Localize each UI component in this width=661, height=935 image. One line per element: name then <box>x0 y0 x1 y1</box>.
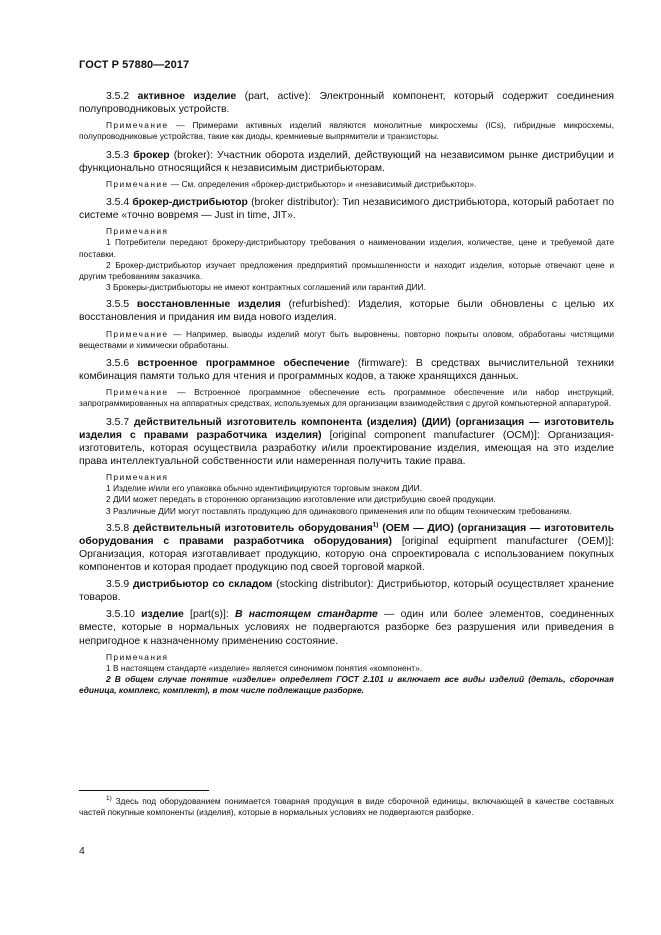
note-item: 3 Различные ДИИ могут поставлять продукцию для одинакового применения или по общим техническим требованиям. <box>106 505 572 516</box>
term-title: действительный изготовитель оборудования$^{1)}$ (ОЕМ — ДИО) (организация — изготовитель оборудования с правами разработчика оборудования) <box>79 521 614 547</box>
notes-heading-3-5-10: Примечания <box>106 651 169 662</box>
term-3-5-3: 3.5.3 брокер (broker): Участник оборота изделий, действующий на независимом рынке дистрибуции и функционально относящийся к независимым дистрибьюторам. <box>79 149 614 174</box>
notes-heading-3-5-7: Примечания <box>106 471 169 482</box>
note-item-emphasized: 2 В общем случае понятие «изделие» определяет ГОСТ 2.101 и включает все виды изделий (деталь, сборочная единица, комплекс, комплект), в том числе подлежащие разборке. <box>79 674 614 696</box>
note-3-5-5: Примечание — Например, выводы изделий могут быть выровнены, повторно покрыты оловом, обработаны чистящими веществами и химически обработаны. <box>79 328 614 350</box>
term-title: изделие <box>141 609 184 621</box>
term-3-5-7: 3.5.7 действительный изготовитель компонента (изделия) (ДИИ) (организация — изготовитель изделия с правами разработчика изделия) [original component manufacturer (OCM)]: Организация-изготовитель, которая осуществила разработку и/или проектирование изделия, имеющая на это изделие права интеллектуальной собственности или намеренная получить такие права. <box>79 416 614 467</box>
term-3-5-8: 3.5.8 действительный изготовитель оборудования$^{1)}$ (ОЕМ — ДИО) (организация — изготовитель оборудования с правами разработчика оборудования) [original equipment manufacturer (OEM)]: Организация, которая изготавливает продукцию, которую она спроектировала с использованием покупных компонентов и которая продает продукцию под своей торговой маркой. <box>79 521 614 574</box>
term-title: встроенное программное обеспечение <box>137 357 350 369</box>
term-3-5-4: 3.5.4 брокер-дистрибьютор (broker distributor): Тип независимого дистрибьютора, который работает по системе «точно вовремя — Just in time, JIT». <box>79 196 614 222</box>
term-title: действительный изготовитель компонента (изделия) (ДИИ) (организация — изготовитель изделия с правами разработчика изделия) <box>79 416 614 441</box>
note-item: 2 Брокер-дистрибьютор изучает предложения предприятий промышленности и находит изделия, которые отвечают цене и другим требованиям заказчика. <box>79 259 614 281</box>
note-item: 1 В настоящем стандарте «изделие» является синонимом понятия «компонент». <box>106 662 423 673</box>
term-title: активное изделие <box>137 91 237 102</box>
footnote-separator <box>79 790 209 791</box>
emphasis: В настоящем стандарте <box>234 609 378 621</box>
page-number: 4 <box>79 846 85 857</box>
note-item: 3 Брокеры-дистрибьюторы не имеют контрактных соглашений или гарантий ДИИ. <box>106 282 426 293</box>
term-title: дистрибьютор со складом <box>132 579 273 591</box>
notes-heading-3-5-4: Примечания <box>106 226 169 237</box>
term-3-5-10: 3.5.10 изделие [part(s)]: В настоящем стандарте — один или более элементов, соединенных вместе, которые в нормальных условиях не подвергаются разборке без разрушения или приведения в непригодное к назначенному применению состояние. <box>79 609 614 647</box>
term-title: восстановленные изделия <box>136 299 281 311</box>
term-title: брокер-дистрибьютор <box>132 196 248 208</box>
footnote: $^{1)}$ Здесь под оборудованием понимается товарная продукция в виде сборочной единицы, включающей в качестве составных частей покупные компоненты (изделия), которые в нормальных условиях не подвергаются разборке. <box>79 795 614 818</box>
note-3-5-6: Примечание — Встроенное программное обеспечение есть программное обеспечение или набор инструкций, запрограммированных на аппаратных средствах, используемых для организации взаимодействия с другой компьютерной аппаратурой. <box>79 387 614 409</box>
term-title: брокер <box>133 149 170 161</box>
document-body <box>79 90 614 696</box>
note-3-5-2: Примечание — Примерами активных изделий являются монолитные микросхемы (ICs), гибридные микросхемы, полупроводниковые устройства, такие как диоды, кремниевые выпрямители и транзисторы. <box>79 120 614 142</box>
note-3-5-3: Примечание — См. определения «брокер-дистрибьютор» и «независимый дистрибьютор». <box>106 178 477 189</box>
footnote-ref: 1) <box>372 521 379 529</box>
note-item: 2 ДИИ может передать в стороннюю организацию изготовление или дистрибуцию своей продукции. <box>106 494 496 505</box>
term-3-5-6: 3.5.6 встроенное программное обеспечение (firmware): В средствах вычислительной техники комбинация памяти только для чтения и программных кодов, а также хранящихся данных. <box>79 357 615 383</box>
term-3-5-5: 3.5.5 восстановленные изделия (refurbished): Изделия, которые были обновлены с целью их восстановления и придания им вида нового изделия. <box>79 299 614 324</box>
term-3-5-9: 3.5.9 дистрибьютор со складом (stocking distributor): Дистрибьютор, который осуществляет хранение товаров. <box>79 579 614 604</box>
standard-code-header: ГОСТ Р 57880—2017 <box>79 59 190 71</box>
term-3-5-2: 3.5.2 активное изделие (part, active): Электронный компонент, который содержит соединения полупроводниковых устройств. <box>79 91 614 116</box>
note-item: 1 Изделие и/или его упаковка обычно идентифицируются торговым знаком ДИИ. <box>106 483 422 494</box>
note-item: 1 Потребители передают брокеру-дистрибьютору требования о наименовании изделия, количестве, цене и требуемой дате поставки. <box>79 237 614 259</box>
